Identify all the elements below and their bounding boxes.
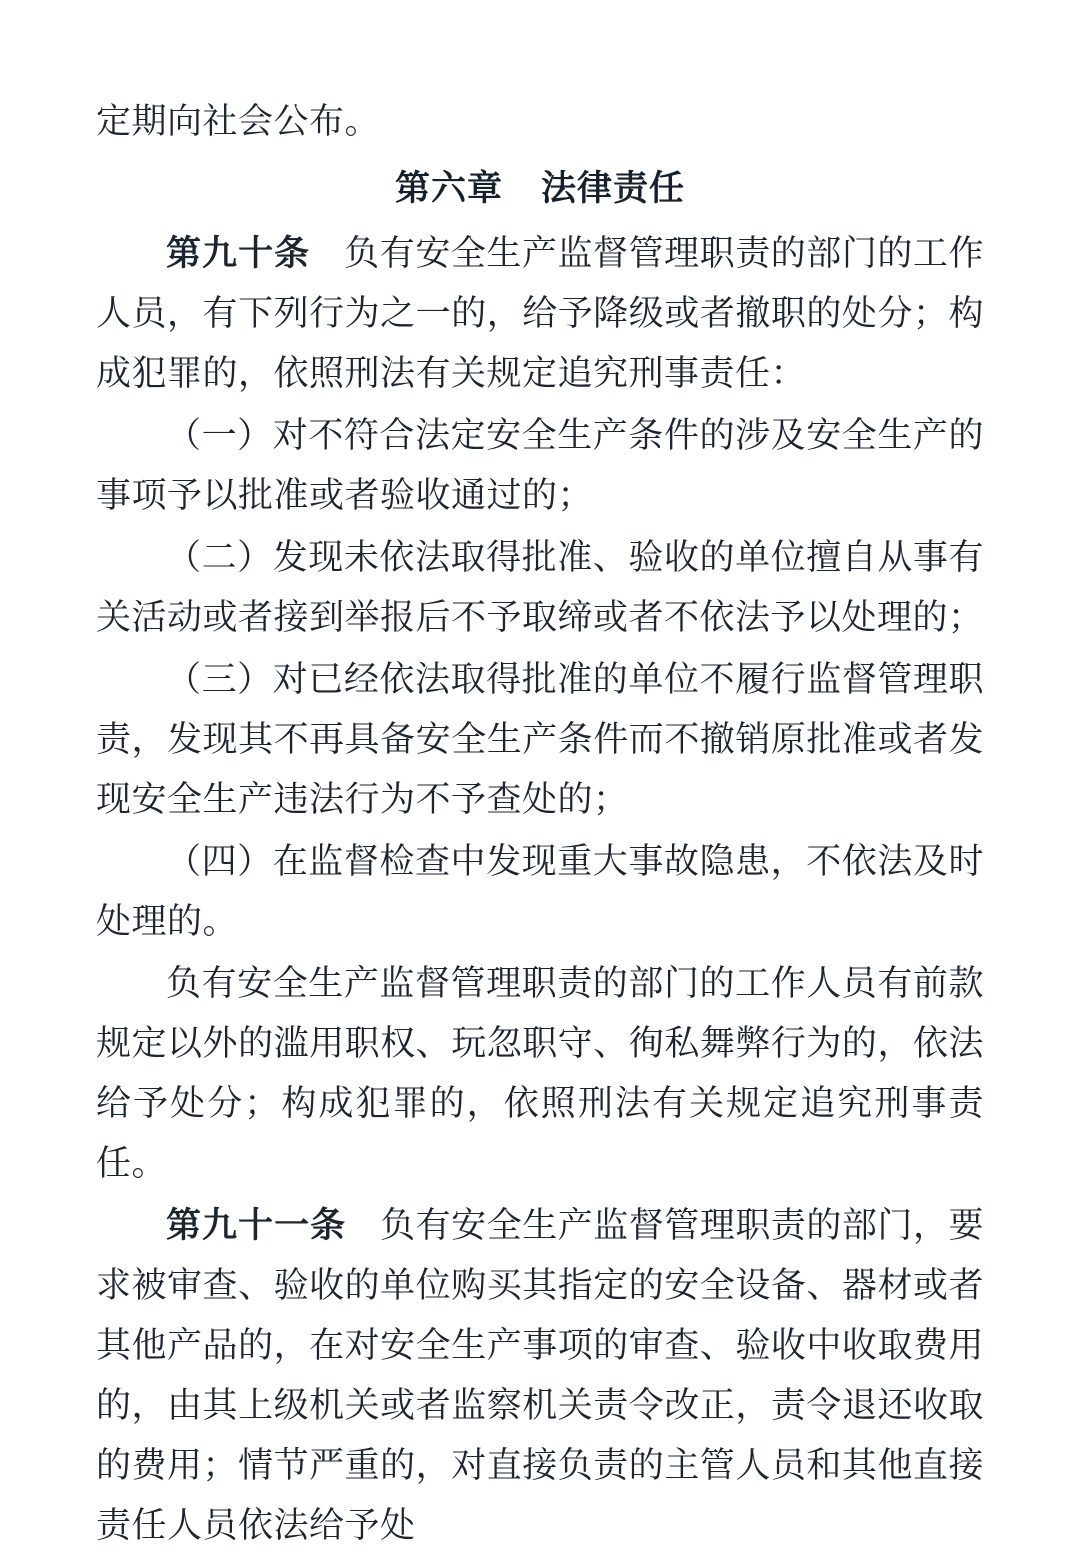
chapter-heading (96, 158, 984, 220)
article-90-item-1: （一）对不符合法定安全生产条件的涉及安全生产的事项予以批准或者验收通过的； (96, 416, 984, 516)
article-90-tail: 负有安全生产监督管理职责的部门的工作人员有前款规定以外的滥用职权、玩忽职守、徇私舞弊行为的，依法给予处分；构成犯罪的，依照刑法有关规定追究刑事责任。 (96, 964, 984, 1184)
article-90-lead (96, 224, 984, 404)
chapter-number: 第六章 (394, 168, 503, 209)
chapter-title: 法律责任 (541, 168, 686, 209)
article-91-lead (96, 1196, 984, 1556)
article-90-item-2: （二）发现未依法取得批准、验收的单位擅自从事有关活动或者接到举报后不予取缔或者不依法予以处理的； (96, 538, 984, 638)
article-90-item-4: （四）在监督检查中发现重大事故隐患，不依法及时处理的。 (96, 842, 984, 942)
article-90-lead-text: 负有安全生产监督管理职责的部门的工作人员，有下列行为之一的，给予降级或者撤职的处分；构成犯罪的，依照刑法有关规定追究刑事责任： (96, 234, 984, 394)
article-90-item-3: （三）对已经依法取得批准的单位不履行监督管理职责，发现其不再具备安全生产条件而不撤销原批准或者发现安全生产违法行为不予查处的； (96, 660, 984, 820)
article-91-label: 第九十一条 (166, 1205, 347, 1246)
article-90-label: 第九十条 (166, 233, 311, 274)
article-91-lead-text: 负有安全生产监督管理职责的部门，要求被审查、验收的单位购买其指定的安全设备、器材或者其他产品的，在对安全生产事项的审查、验收中收取费用的，由其上级机关或者监察机关责令改正，责令退还收取的费用；情节严重的，对直接负责的主管人员和其他直接责任人员依法给予处 (96, 1206, 984, 1546)
paragraph-continuation: 定期向社会公布。 (96, 102, 381, 142)
